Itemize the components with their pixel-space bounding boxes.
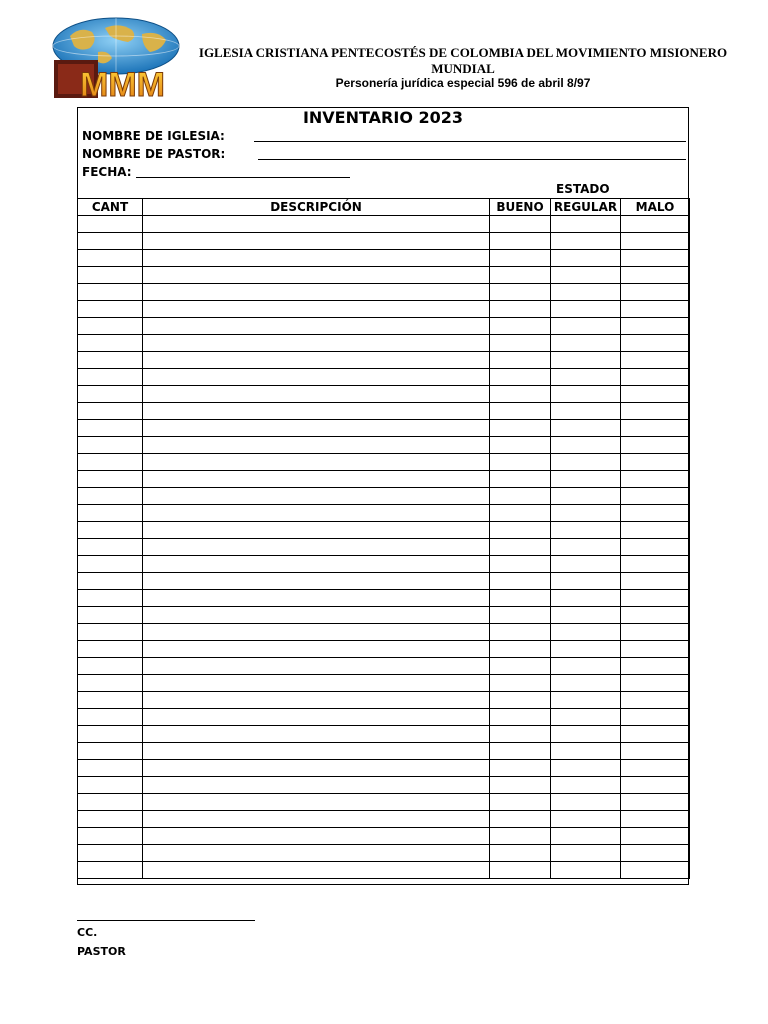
- cell-regular[interactable]: [551, 369, 621, 386]
- cell-regular[interactable]: [551, 590, 621, 607]
- cell-malo[interactable]: [621, 284, 690, 301]
- cell-cant[interactable]: [78, 403, 143, 420]
- cell-cant[interactable]: [78, 522, 143, 539]
- cell-cant[interactable]: [78, 233, 143, 250]
- table-row: [78, 250, 690, 267]
- cell-bueno[interactable]: [490, 522, 551, 539]
- cell-cant[interactable]: [78, 556, 143, 573]
- cell-regular[interactable]: [551, 335, 621, 352]
- cell-malo[interactable]: [621, 488, 690, 505]
- cell-cant[interactable]: [78, 335, 143, 352]
- date-label: FECHA:: [82, 165, 132, 179]
- cell-bueno[interactable]: [490, 437, 551, 454]
- table-row: [78, 352, 690, 369]
- cell-regular[interactable]: [551, 624, 621, 641]
- cell-cant[interactable]: [78, 845, 143, 862]
- cell-malo[interactable]: [621, 726, 690, 743]
- table-row: [78, 556, 690, 573]
- cell-descripcion[interactable]: [143, 233, 490, 250]
- table-row: [78, 828, 690, 845]
- cell-malo[interactable]: [621, 709, 690, 726]
- cell-bueno[interactable]: [490, 556, 551, 573]
- table-row: [78, 471, 690, 488]
- cell-bueno[interactable]: [490, 420, 551, 437]
- cell-descripcion[interactable]: [143, 658, 490, 675]
- cell-malo[interactable]: [621, 437, 690, 454]
- cell-descripcion[interactable]: [143, 420, 490, 437]
- cell-regular[interactable]: [551, 420, 621, 437]
- cell-bueno[interactable]: [490, 471, 551, 488]
- table-row: [78, 369, 690, 386]
- cell-malo[interactable]: [621, 539, 690, 556]
- cell-cant[interactable]: [78, 692, 143, 709]
- cell-bueno[interactable]: [490, 335, 551, 352]
- cell-descripcion[interactable]: [143, 505, 490, 522]
- cell-regular[interactable]: [551, 233, 621, 250]
- cell-bueno[interactable]: [490, 233, 551, 250]
- table-row: [78, 318, 690, 335]
- cell-descripcion[interactable]: [143, 743, 490, 760]
- church-name-field[interactable]: [254, 141, 686, 142]
- cell-malo[interactable]: [621, 386, 690, 403]
- cell-malo[interactable]: [621, 216, 690, 233]
- cell-regular[interactable]: [551, 862, 621, 879]
- table-row: [78, 709, 690, 726]
- table-row: [78, 284, 690, 301]
- cell-cant[interactable]: [78, 675, 143, 692]
- cell-malo[interactable]: [621, 760, 690, 777]
- cell-cant[interactable]: [78, 658, 143, 675]
- cell-descripcion[interactable]: [143, 590, 490, 607]
- cell-malo[interactable]: [621, 352, 690, 369]
- cell-descripcion[interactable]: [143, 862, 490, 879]
- cell-descripcion[interactable]: [143, 845, 490, 862]
- cell-malo[interactable]: [621, 675, 690, 692]
- cell-regular[interactable]: [551, 709, 621, 726]
- church-logo: [50, 12, 190, 102]
- cell-bueno[interactable]: [490, 641, 551, 658]
- cell-malo[interactable]: [621, 811, 690, 828]
- cell-regular[interactable]: [551, 522, 621, 539]
- cell-malo[interactable]: [621, 556, 690, 573]
- table-row: [78, 624, 690, 641]
- table-row: [78, 675, 690, 692]
- cell-malo[interactable]: [621, 454, 690, 471]
- cell-bueno[interactable]: [490, 573, 551, 590]
- cell-cant[interactable]: [78, 811, 143, 828]
- cell-malo[interactable]: [621, 573, 690, 590]
- cell-regular[interactable]: [551, 641, 621, 658]
- cell-bueno[interactable]: [490, 777, 551, 794]
- table-row: [78, 437, 690, 454]
- cell-bueno[interactable]: [490, 267, 551, 284]
- cell-malo[interactable]: [621, 267, 690, 284]
- cell-descripcion[interactable]: [143, 352, 490, 369]
- cell-regular[interactable]: [551, 352, 621, 369]
- date-field[interactable]: [136, 177, 350, 178]
- cell-cant[interactable]: [78, 284, 143, 301]
- cell-regular[interactable]: [551, 437, 621, 454]
- cell-descripcion[interactable]: [143, 301, 490, 318]
- cell-descripcion[interactable]: [143, 403, 490, 420]
- cell-regular[interactable]: [551, 760, 621, 777]
- cell-cant[interactable]: [78, 573, 143, 590]
- cell-regular[interactable]: [551, 845, 621, 862]
- table-row: [78, 777, 690, 794]
- cell-malo[interactable]: [621, 250, 690, 267]
- cell-bueno[interactable]: [490, 216, 551, 233]
- table-row: [78, 386, 690, 403]
- cell-bueno[interactable]: [490, 505, 551, 522]
- cell-cant[interactable]: [78, 828, 143, 845]
- table-row: [78, 607, 690, 624]
- table-row: [78, 658, 690, 675]
- cell-malo[interactable]: [621, 505, 690, 522]
- cell-cant[interactable]: [78, 352, 143, 369]
- cell-cant[interactable]: [78, 386, 143, 403]
- cell-malo[interactable]: [621, 318, 690, 335]
- col-header-descripcion: DESCRIPCIÓN: [143, 199, 490, 216]
- cell-malo[interactable]: [621, 845, 690, 862]
- cell-malo[interactable]: [621, 607, 690, 624]
- cell-regular[interactable]: [551, 743, 621, 760]
- cell-bueno[interactable]: [490, 607, 551, 624]
- cell-regular[interactable]: [551, 488, 621, 505]
- table-row: [78, 335, 690, 352]
- cell-bueno[interactable]: [490, 811, 551, 828]
- cell-regular[interactable]: [551, 539, 621, 556]
- cell-bueno[interactable]: [490, 845, 551, 862]
- cell-malo[interactable]: [621, 862, 690, 879]
- cell-regular[interactable]: [551, 301, 621, 318]
- cell-malo[interactable]: [621, 522, 690, 539]
- cell-regular[interactable]: [551, 607, 621, 624]
- cell-cant[interactable]: [78, 318, 143, 335]
- cell-bueno[interactable]: [490, 488, 551, 505]
- cell-bueno[interactable]: [490, 624, 551, 641]
- cell-descripcion[interactable]: [143, 318, 490, 335]
- cell-cant[interactable]: [78, 641, 143, 658]
- cell-cant[interactable]: [78, 505, 143, 522]
- cell-bueno[interactable]: [490, 386, 551, 403]
- cell-malo[interactable]: [621, 420, 690, 437]
- cell-descripcion[interactable]: [143, 675, 490, 692]
- table-row: [78, 862, 690, 879]
- table-row: [78, 641, 690, 658]
- table-row: [78, 743, 690, 760]
- cell-descripcion[interactable]: [143, 335, 490, 352]
- church-name-label: NOMBRE DE IGLESIA:: [82, 129, 225, 143]
- table-row: [78, 216, 690, 233]
- cell-regular[interactable]: [551, 556, 621, 573]
- cell-descripcion[interactable]: [143, 488, 490, 505]
- cell-malo[interactable]: [621, 743, 690, 760]
- cell-cant[interactable]: [78, 760, 143, 777]
- cell-cant[interactable]: [78, 862, 143, 879]
- table-row: [78, 794, 690, 811]
- table-row: [78, 454, 690, 471]
- cell-regular[interactable]: [551, 573, 621, 590]
- cell-bueno[interactable]: [490, 403, 551, 420]
- cell-regular[interactable]: [551, 267, 621, 284]
- cell-bueno[interactable]: [490, 709, 551, 726]
- cell-malo[interactable]: [621, 777, 690, 794]
- cell-descripcion[interactable]: [143, 454, 490, 471]
- cell-descripcion[interactable]: [143, 726, 490, 743]
- table-row: [78, 301, 690, 318]
- cell-descripcion[interactable]: [143, 709, 490, 726]
- cell-bueno[interactable]: [490, 675, 551, 692]
- cell-cant[interactable]: [78, 743, 143, 760]
- cell-regular[interactable]: [551, 454, 621, 471]
- cell-malo[interactable]: [621, 233, 690, 250]
- cell-descripcion[interactable]: [143, 437, 490, 454]
- cell-bueno[interactable]: [490, 760, 551, 777]
- cell-regular[interactable]: [551, 658, 621, 675]
- table-row: [78, 420, 690, 437]
- signature-role-label: PASTOR: [77, 945, 126, 958]
- cell-malo[interactable]: [621, 590, 690, 607]
- cell-bueno[interactable]: [490, 828, 551, 845]
- cell-cant[interactable]: [78, 777, 143, 794]
- table-row: [78, 403, 690, 420]
- cell-malo[interactable]: [621, 828, 690, 845]
- cell-cant[interactable]: [78, 624, 143, 641]
- table-body: [78, 216, 690, 879]
- cell-malo[interactable]: [621, 403, 690, 420]
- cell-bueno[interactable]: [490, 726, 551, 743]
- cell-bueno[interactable]: [490, 658, 551, 675]
- cell-cant[interactable]: [78, 250, 143, 267]
- cell-bueno[interactable]: [490, 284, 551, 301]
- cell-bueno[interactable]: [490, 301, 551, 318]
- cell-cant[interactable]: [78, 301, 143, 318]
- cell-regular[interactable]: [551, 403, 621, 420]
- cell-regular[interactable]: [551, 250, 621, 267]
- table-row: [78, 233, 690, 250]
- cell-bueno[interactable]: [490, 454, 551, 471]
- cell-malo[interactable]: [621, 335, 690, 352]
- table-row: [78, 760, 690, 777]
- logo-text: MMM: [80, 66, 165, 102]
- cell-bueno[interactable]: [490, 743, 551, 760]
- cell-regular[interactable]: [551, 318, 621, 335]
- cell-cant[interactable]: [78, 454, 143, 471]
- table-row: [78, 539, 690, 556]
- cell-bueno[interactable]: [490, 692, 551, 709]
- cell-regular[interactable]: [551, 777, 621, 794]
- cell-malo[interactable]: [621, 658, 690, 675]
- table-header-row: [78, 199, 690, 216]
- cell-descripcion[interactable]: [143, 250, 490, 267]
- table-row: [78, 488, 690, 505]
- cell-malo[interactable]: [621, 794, 690, 811]
- cell-bueno[interactable]: [490, 352, 551, 369]
- pastor-name-field[interactable]: [258, 159, 686, 160]
- cell-bueno[interactable]: [490, 369, 551, 386]
- cell-descripcion[interactable]: [143, 641, 490, 658]
- cell-cant[interactable]: [78, 437, 143, 454]
- cell-cant[interactable]: [78, 471, 143, 488]
- table-row: [78, 726, 690, 743]
- cell-malo[interactable]: [621, 301, 690, 318]
- inventory-table: [77, 198, 690, 879]
- cell-descripcion[interactable]: [143, 607, 490, 624]
- cell-descripcion[interactable]: [143, 811, 490, 828]
- cell-cant[interactable]: [78, 267, 143, 284]
- cell-cant[interactable]: [78, 709, 143, 726]
- cell-regular[interactable]: [551, 675, 621, 692]
- cell-bueno[interactable]: [490, 862, 551, 879]
- estado-label: ESTADO: [556, 182, 610, 196]
- col-header-malo: MALO: [621, 199, 690, 216]
- cell-cant[interactable]: [78, 607, 143, 624]
- cell-descripcion[interactable]: [143, 828, 490, 845]
- col-header-cant: CANT: [78, 199, 143, 216]
- cell-descripcion[interactable]: [143, 369, 490, 386]
- cell-descripcion[interactable]: [143, 794, 490, 811]
- cell-bueno[interactable]: [490, 318, 551, 335]
- cell-regular[interactable]: [551, 284, 621, 301]
- cell-descripcion[interactable]: [143, 522, 490, 539]
- cell-cant[interactable]: [78, 794, 143, 811]
- inventory-form: [77, 107, 689, 885]
- table-row: [78, 505, 690, 522]
- col-header-bueno: BUENO: [490, 199, 551, 216]
- cell-descripcion[interactable]: [143, 760, 490, 777]
- organization-name: IGLESIA CRISTIANA PENTECOSTÉS DE COLOMBIA DEL MOVIMIENTO MISIONERO MUNDIAL: [198, 45, 728, 76]
- legal-status: Personería jurídica especial 596 de abril 8/97: [335, 76, 591, 90]
- cell-malo[interactable]: [621, 471, 690, 488]
- cell-malo[interactable]: [621, 692, 690, 709]
- cell-descripcion[interactable]: [143, 777, 490, 794]
- cell-malo[interactable]: [621, 369, 690, 386]
- cell-descripcion[interactable]: [143, 539, 490, 556]
- cell-malo[interactable]: [621, 624, 690, 641]
- pastor-name-label: NOMBRE DE PASTOR:: [82, 147, 226, 161]
- cell-regular[interactable]: [551, 726, 621, 743]
- cell-descripcion[interactable]: [143, 573, 490, 590]
- cell-descripcion[interactable]: [143, 624, 490, 641]
- cell-bueno[interactable]: [490, 250, 551, 267]
- table-row: [78, 811, 690, 828]
- cell-cant[interactable]: [78, 216, 143, 233]
- cell-cant[interactable]: [78, 369, 143, 386]
- cell-bueno[interactable]: [490, 794, 551, 811]
- cell-descripcion[interactable]: [143, 216, 490, 233]
- cell-cant[interactable]: [78, 590, 143, 607]
- cell-cant[interactable]: [78, 420, 143, 437]
- cell-regular[interactable]: [551, 216, 621, 233]
- cell-regular[interactable]: [551, 471, 621, 488]
- cell-descripcion[interactable]: [143, 556, 490, 573]
- table-row: [78, 573, 690, 590]
- cell-regular[interactable]: [551, 794, 621, 811]
- cell-regular[interactable]: [551, 505, 621, 522]
- table-row: [78, 692, 690, 709]
- cell-cant[interactable]: [78, 539, 143, 556]
- cell-regular[interactable]: [551, 811, 621, 828]
- cell-cant[interactable]: [78, 488, 143, 505]
- cell-descripcion[interactable]: [143, 471, 490, 488]
- signature-line[interactable]: [77, 920, 255, 921]
- table-row: [78, 267, 690, 284]
- form-title: INVENTARIO 2023: [302, 108, 464, 127]
- cell-descripcion[interactable]: [143, 284, 490, 301]
- cell-regular[interactable]: [551, 386, 621, 403]
- cell-malo[interactable]: [621, 641, 690, 658]
- cell-regular[interactable]: [551, 828, 621, 845]
- cell-descripcion[interactable]: [143, 692, 490, 709]
- table-row: [78, 845, 690, 862]
- cell-cant[interactable]: [78, 726, 143, 743]
- table-row: [78, 590, 690, 607]
- table-row: [78, 522, 690, 539]
- signature-cc-label: CC.: [77, 926, 98, 939]
- cell-bueno[interactable]: [490, 539, 551, 556]
- col-header-regular: REGULAR: [551, 199, 621, 216]
- cell-bueno[interactable]: [490, 590, 551, 607]
- cell-descripcion[interactable]: [143, 386, 490, 403]
- cell-regular[interactable]: [551, 692, 621, 709]
- cell-descripcion[interactable]: [143, 267, 490, 284]
